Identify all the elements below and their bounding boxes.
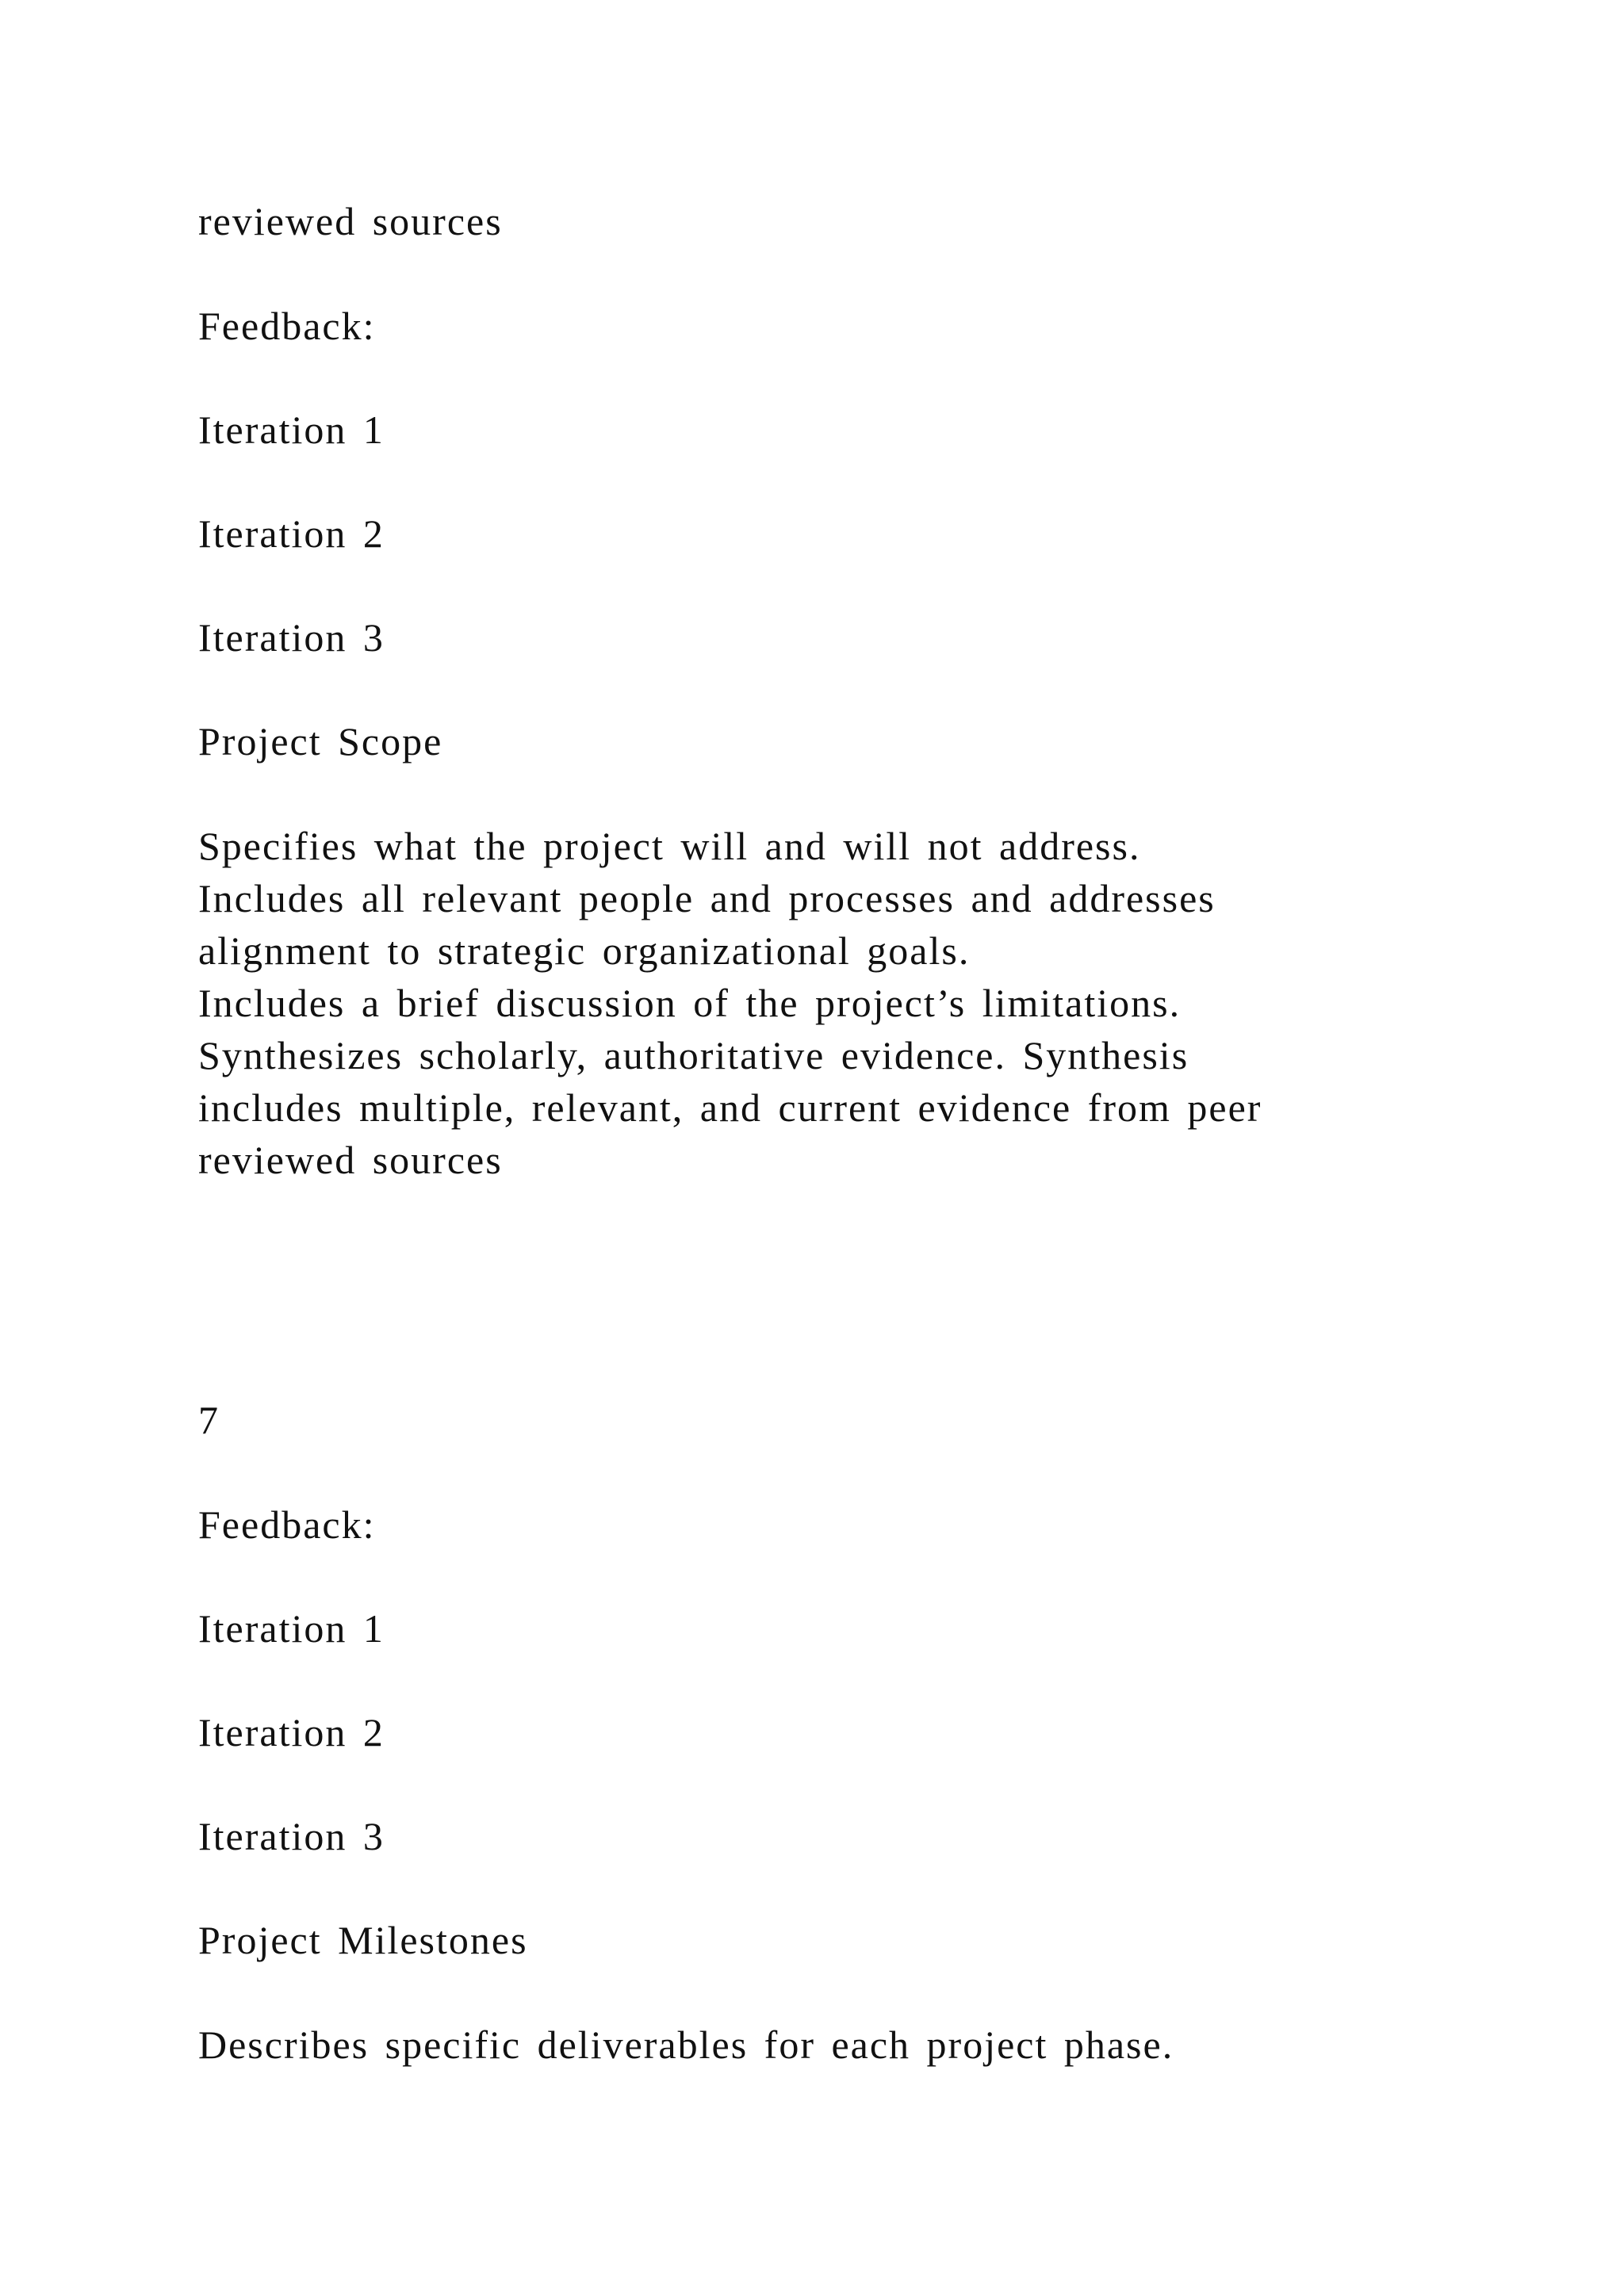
scope-line: reviewed sources bbox=[198, 1138, 503, 1182]
iteration-2-label: Iteration 2 bbox=[198, 511, 385, 556]
iteration-3-label: Iteration 3 bbox=[198, 615, 385, 660]
project-scope-description bbox=[198, 820, 1262, 1186]
iteration-3-label: Iteration 3 bbox=[198, 1814, 385, 1858]
iteration-2-label: Iteration 2 bbox=[198, 1710, 385, 1755]
iteration-1-label: Iteration 1 bbox=[198, 408, 385, 452]
feedback-label: Feedback: bbox=[198, 304, 376, 348]
page-number: 7 bbox=[198, 1398, 220, 1442]
project-milestones-description: Describes specific deliverables for each project phase. bbox=[198, 2022, 1174, 2067]
section-heading-project-scope: Project Scope bbox=[198, 719, 443, 763]
scope-line: Specifies what the project will and will not address. bbox=[198, 824, 1141, 868]
scope-line: Includes all relevant people and processes and addresses bbox=[198, 876, 1216, 920]
feedback-label: Feedback: bbox=[198, 1502, 376, 1547]
section-heading-project-milestones: Project Milestones bbox=[198, 1918, 528, 1962]
scope-line: Synthesizes scholarly, authoritative evidence. Synthesis bbox=[198, 1033, 1189, 1077]
continued-text: reviewed sources bbox=[198, 199, 503, 243]
scope-line: alignment to strategic organizational goals. bbox=[198, 928, 971, 973]
scope-line: includes multiple, relevant, and current evidence from peer bbox=[198, 1085, 1262, 1130]
iteration-1-label: Iteration 1 bbox=[198, 1606, 385, 1651]
scope-line: Includes a brief discussion of the project’s limitations. bbox=[198, 981, 1182, 1025]
